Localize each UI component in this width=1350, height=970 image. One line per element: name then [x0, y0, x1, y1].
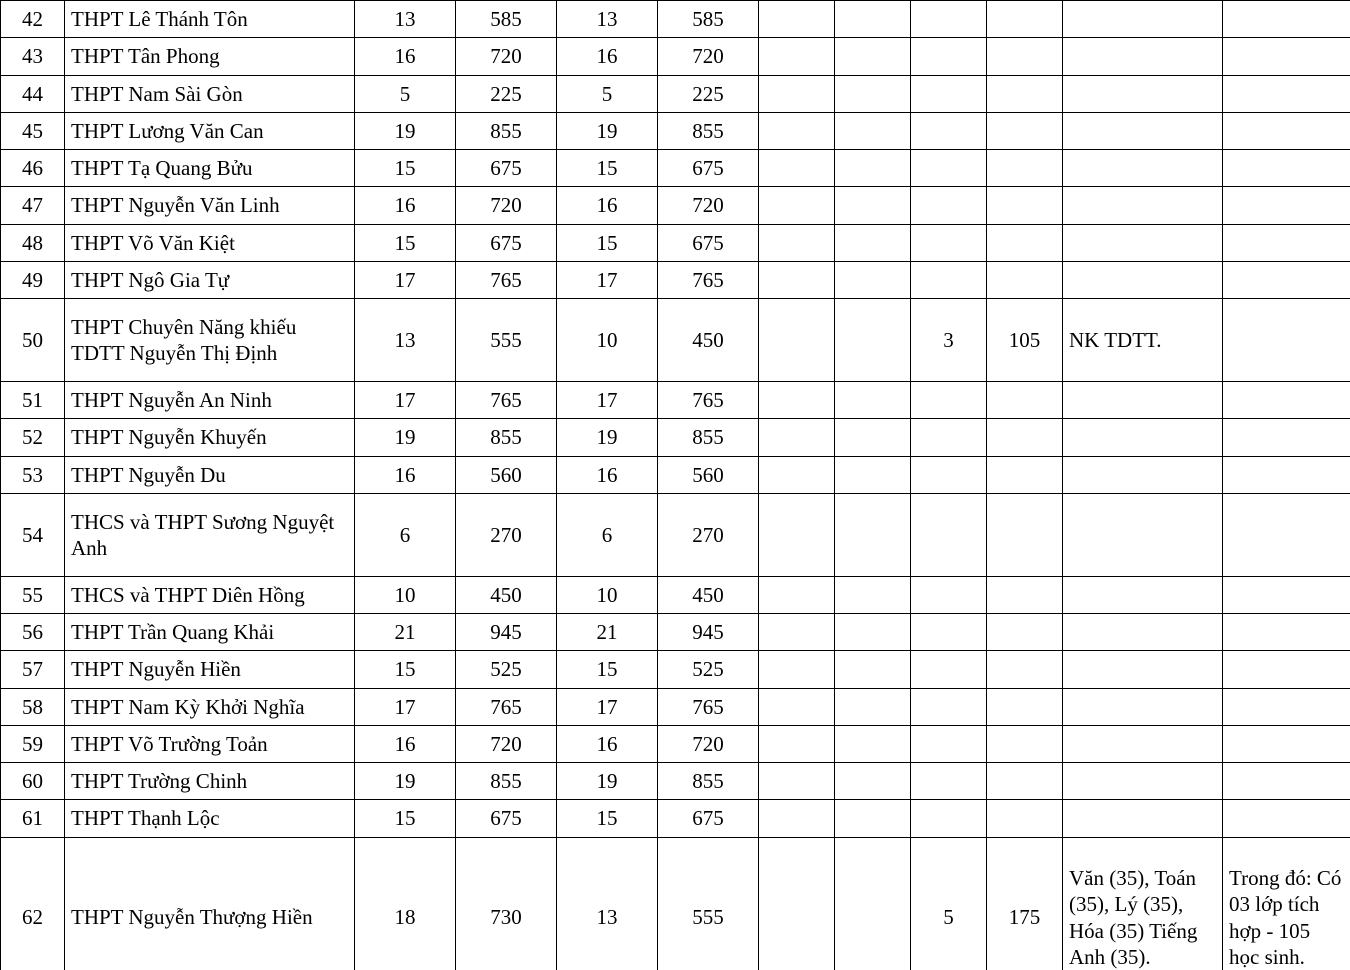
cell-stt: 42	[1, 1, 65, 38]
cell-col8	[835, 150, 911, 187]
cell-quota-regular: 765	[658, 688, 759, 725]
cell-classes-total: 13	[355, 299, 456, 382]
cell-quota-total: 855	[456, 419, 557, 456]
cell-classes-total: 15	[355, 651, 456, 688]
cell-col7	[759, 837, 835, 970]
cell-note-primary	[1063, 261, 1223, 298]
cell-note-secondary	[1223, 725, 1350, 762]
table-body	[1, 1, 1350, 970]
cell-note-secondary	[1223, 800, 1350, 837]
table-row	[1, 38, 1350, 75]
cell-col8	[835, 382, 911, 419]
cell-note-secondary	[1223, 112, 1350, 149]
cell-note-primary	[1063, 800, 1223, 837]
cell-classes-regular: 17	[557, 261, 658, 298]
cell-note-primary	[1063, 493, 1223, 576]
cell-quota-total: 270	[456, 493, 557, 576]
cell-classes-total: 16	[355, 456, 456, 493]
cell-quota-regular: 675	[658, 150, 759, 187]
cell-quota-total: 855	[456, 112, 557, 149]
cell-school-name: THPT Trần Quang Khải	[65, 614, 355, 651]
cell-stt: 61	[1, 800, 65, 837]
cell-classes-total: 17	[355, 688, 456, 725]
cell-school-name: THPT Lê Thánh Tôn	[65, 1, 355, 38]
cell-note-primary	[1063, 456, 1223, 493]
table-row	[1, 187, 1350, 224]
cell-classes-total: 15	[355, 800, 456, 837]
cell-classes-regular: 15	[557, 224, 658, 261]
cell-note-primary	[1063, 224, 1223, 261]
cell-note-secondary	[1223, 456, 1350, 493]
cell-classes-special	[911, 382, 987, 419]
cell-quota-special	[987, 614, 1063, 651]
cell-school-name: THPT Nguyễn Du	[65, 456, 355, 493]
table-row	[1, 150, 1350, 187]
cell-classes-total: 5	[355, 75, 456, 112]
cell-quota-special	[987, 75, 1063, 112]
cell-quota-regular: 225	[658, 75, 759, 112]
cell-quota-special	[987, 419, 1063, 456]
cell-school-name: THPT Tạ Quang Bửu	[65, 150, 355, 187]
cell-note-secondary	[1223, 150, 1350, 187]
cell-stt: 43	[1, 38, 65, 75]
cell-note-primary	[1063, 614, 1223, 651]
cell-col7	[759, 299, 835, 382]
cell-quota-total: 765	[456, 261, 557, 298]
cell-quota-special	[987, 112, 1063, 149]
cell-quota-special	[987, 187, 1063, 224]
cell-school-name: THPT Lương Văn Can	[65, 112, 355, 149]
cell-classes-regular: 17	[557, 688, 658, 725]
cell-col8	[835, 456, 911, 493]
cell-school-name: THPT Võ Trường Toản	[65, 725, 355, 762]
table-row	[1, 1, 1350, 38]
cell-classes-special: 5	[911, 837, 987, 970]
cell-classes-total: 16	[355, 725, 456, 762]
cell-note-primary	[1063, 576, 1223, 613]
cell-note-secondary	[1223, 419, 1350, 456]
cell-classes-special: 3	[911, 299, 987, 382]
cell-quota-regular: 450	[658, 299, 759, 382]
cell-col8	[835, 800, 911, 837]
cell-quota-special	[987, 800, 1063, 837]
cell-col8	[835, 1, 911, 38]
table-row	[1, 725, 1350, 762]
cell-col7	[759, 763, 835, 800]
cell-classes-regular: 6	[557, 493, 658, 576]
cell-note-secondary	[1223, 763, 1350, 800]
cell-classes-special	[911, 75, 987, 112]
table-row	[1, 651, 1350, 688]
cell-stt: 44	[1, 75, 65, 112]
cell-quota-regular: 720	[658, 725, 759, 762]
table-row	[1, 614, 1350, 651]
table-row	[1, 419, 1350, 456]
cell-classes-special	[911, 725, 987, 762]
cell-classes-special	[911, 614, 987, 651]
cell-note-secondary	[1223, 1, 1350, 38]
cell-classes-special	[911, 688, 987, 725]
cell-note-secondary	[1223, 614, 1350, 651]
cell-school-name: THPT Nguyễn Hiền	[65, 651, 355, 688]
cell-note-primary	[1063, 38, 1223, 75]
cell-quota-regular: 675	[658, 224, 759, 261]
cell-note-primary	[1063, 382, 1223, 419]
cell-quota-regular: 270	[658, 493, 759, 576]
cell-note-primary	[1063, 763, 1223, 800]
cell-classes-total: 10	[355, 576, 456, 613]
cell-note-primary	[1063, 419, 1223, 456]
cell-note-secondary	[1223, 493, 1350, 576]
cell-stt: 51	[1, 382, 65, 419]
cell-quota-regular: 720	[658, 187, 759, 224]
cell-quota-total: 225	[456, 75, 557, 112]
cell-col8	[835, 38, 911, 75]
cell-quota-total: 675	[456, 800, 557, 837]
cell-classes-total: 21	[355, 614, 456, 651]
cell-col8	[835, 224, 911, 261]
cell-col8	[835, 651, 911, 688]
cell-classes-special	[911, 38, 987, 75]
table-row	[1, 261, 1350, 298]
cell-note-secondary	[1223, 688, 1350, 725]
cell-note-secondary	[1223, 576, 1350, 613]
cell-school-name: THPT Trường Chinh	[65, 763, 355, 800]
cell-col8	[835, 187, 911, 224]
cell-note-secondary	[1223, 75, 1350, 112]
cell-classes-special	[911, 800, 987, 837]
table-row	[1, 493, 1350, 576]
cell-classes-regular: 13	[557, 1, 658, 38]
cell-quota-special	[987, 456, 1063, 493]
cell-note-primary	[1063, 651, 1223, 688]
cell-classes-total: 15	[355, 150, 456, 187]
cell-quota-total: 730	[456, 837, 557, 970]
cell-classes-regular: 10	[557, 576, 658, 613]
cell-quota-total: 720	[456, 38, 557, 75]
cell-note-primary	[1063, 187, 1223, 224]
cell-classes-regular: 16	[557, 725, 658, 762]
cell-quota-regular: 855	[658, 419, 759, 456]
cell-quota-total: 945	[456, 614, 557, 651]
cell-col7	[759, 261, 835, 298]
cell-quota-regular: 560	[658, 456, 759, 493]
cell-classes-special	[911, 112, 987, 149]
cell-classes-special	[911, 419, 987, 456]
cell-note-secondary	[1223, 38, 1350, 75]
cell-classes-regular: 16	[557, 38, 658, 75]
cell-quota-special	[987, 688, 1063, 725]
cell-col7	[759, 187, 835, 224]
cell-school-name: THCS và THPT Diên Hồng	[65, 576, 355, 613]
cell-classes-regular: 5	[557, 75, 658, 112]
cell-quota-regular: 945	[658, 614, 759, 651]
cell-quota-total: 525	[456, 651, 557, 688]
cell-col8	[835, 763, 911, 800]
cell-col8	[835, 576, 911, 613]
cell-col7	[759, 651, 835, 688]
cell-col7	[759, 112, 835, 149]
cell-quota-total: 450	[456, 576, 557, 613]
cell-note-primary: Văn (35), Toán (35), Lý (35), Hóa (35) Tiếng Anh (35).	[1063, 837, 1223, 970]
cell-school-name: THPT Nam Sài Gòn	[65, 75, 355, 112]
table-row	[1, 576, 1350, 613]
cell-stt: 53	[1, 456, 65, 493]
table-row	[1, 112, 1350, 149]
cell-school-name: THPT Ngô Gia Tự	[65, 261, 355, 298]
cell-classes-special	[911, 763, 987, 800]
cell-col7	[759, 224, 835, 261]
table-row	[1, 224, 1350, 261]
cell-classes-total: 13	[355, 1, 456, 38]
cell-col8	[835, 837, 911, 970]
table-row	[1, 382, 1350, 419]
cell-col7	[759, 493, 835, 576]
cell-quota-special	[987, 493, 1063, 576]
cell-quota-total: 675	[456, 150, 557, 187]
cell-classes-regular: 17	[557, 382, 658, 419]
cell-school-name: THPT Nguyễn Thượng Hiền	[65, 837, 355, 970]
cell-stt: 59	[1, 725, 65, 762]
cell-school-name: THPT Nguyễn Văn Linh	[65, 187, 355, 224]
cell-quota-regular: 720	[658, 38, 759, 75]
cell-classes-regular: 15	[557, 651, 658, 688]
cell-classes-regular: 19	[557, 763, 658, 800]
table-row	[1, 456, 1350, 493]
cell-quota-special	[987, 1, 1063, 38]
cell-quota-regular: 555	[658, 837, 759, 970]
cell-col7	[759, 614, 835, 651]
cell-school-name: THPT Võ Văn Kiệt	[65, 224, 355, 261]
cell-stt: 54	[1, 493, 65, 576]
table-row	[1, 837, 1350, 970]
cell-school-name: THPT Nam Kỳ Khởi Nghĩa	[65, 688, 355, 725]
cell-stt: 55	[1, 576, 65, 613]
cell-classes-total: 17	[355, 261, 456, 298]
cell-classes-regular: 16	[557, 456, 658, 493]
cell-quota-total: 560	[456, 456, 557, 493]
cell-classes-regular: 16	[557, 187, 658, 224]
cell-note-primary	[1063, 150, 1223, 187]
cell-col7	[759, 75, 835, 112]
cell-quota-special	[987, 150, 1063, 187]
cell-classes-total: 19	[355, 763, 456, 800]
table-row	[1, 75, 1350, 112]
cell-classes-special	[911, 261, 987, 298]
cell-col8	[835, 725, 911, 762]
cell-quota-regular: 450	[658, 576, 759, 613]
cell-quota-special: 175	[987, 837, 1063, 970]
cell-classes-regular: 21	[557, 614, 658, 651]
cell-quota-special	[987, 576, 1063, 613]
cell-col8	[835, 419, 911, 456]
cell-classes-special	[911, 224, 987, 261]
cell-school-name: THPT Nguyễn Khuyến	[65, 419, 355, 456]
cell-classes-regular: 15	[557, 150, 658, 187]
cell-classes-special	[911, 651, 987, 688]
cell-col8	[835, 112, 911, 149]
cell-stt: 48	[1, 224, 65, 261]
cell-note-secondary	[1223, 651, 1350, 688]
cell-quota-special: 105	[987, 299, 1063, 382]
cell-quota-special	[987, 224, 1063, 261]
cell-classes-total: 16	[355, 38, 456, 75]
cell-note-primary	[1063, 688, 1223, 725]
cell-classes-special	[911, 493, 987, 576]
cell-classes-special	[911, 576, 987, 613]
cell-col7	[759, 1, 835, 38]
cell-school-name: THCS và THPT Sương Nguyệt Anh	[65, 493, 355, 576]
cell-quota-regular: 765	[658, 382, 759, 419]
cell-classes-total: 19	[355, 112, 456, 149]
cell-quota-regular: 855	[658, 112, 759, 149]
cell-col8	[835, 75, 911, 112]
cell-classes-total: 17	[355, 382, 456, 419]
cell-stt: 58	[1, 688, 65, 725]
cell-quota-special	[987, 38, 1063, 75]
cell-quota-total: 855	[456, 763, 557, 800]
cell-quota-special	[987, 725, 1063, 762]
cell-quota-regular: 675	[658, 800, 759, 837]
cell-note-secondary	[1223, 382, 1350, 419]
cell-stt: 46	[1, 150, 65, 187]
cell-col8	[835, 493, 911, 576]
cell-col8	[835, 688, 911, 725]
cell-col7	[759, 150, 835, 187]
cell-school-name: THPT Tân Phong	[65, 38, 355, 75]
cell-note-secondary	[1223, 299, 1350, 382]
cell-col8	[835, 261, 911, 298]
cell-stt: 62	[1, 837, 65, 970]
cell-stt: 56	[1, 614, 65, 651]
cell-quota-total: 675	[456, 224, 557, 261]
cell-col8	[835, 299, 911, 382]
cell-note-primary	[1063, 112, 1223, 149]
cell-note-primary	[1063, 75, 1223, 112]
cell-stt: 49	[1, 261, 65, 298]
cell-classes-total: 18	[355, 837, 456, 970]
cell-stt: 52	[1, 419, 65, 456]
cell-col7	[759, 456, 835, 493]
cell-quota-regular: 585	[658, 1, 759, 38]
cell-note-primary	[1063, 1, 1223, 38]
cell-quota-regular: 855	[658, 763, 759, 800]
cell-classes-regular: 19	[557, 419, 658, 456]
table-row	[1, 763, 1350, 800]
cell-stt: 60	[1, 763, 65, 800]
cell-classes-total: 19	[355, 419, 456, 456]
cell-quota-total: 765	[456, 382, 557, 419]
cell-stt: 45	[1, 112, 65, 149]
cell-school-name: THPT Thạnh Lộc	[65, 800, 355, 837]
cell-classes-total: 15	[355, 224, 456, 261]
cell-quota-special	[987, 382, 1063, 419]
cell-quota-regular: 525	[658, 651, 759, 688]
cell-col7	[759, 800, 835, 837]
cell-col7	[759, 725, 835, 762]
cell-classes-regular: 10	[557, 299, 658, 382]
cell-note-primary: NK TDTT.	[1063, 299, 1223, 382]
cell-quota-total: 555	[456, 299, 557, 382]
cell-school-name: THPT Nguyễn An Ninh	[65, 382, 355, 419]
cell-col7	[759, 688, 835, 725]
cell-classes-special	[911, 150, 987, 187]
cell-quota-special	[987, 763, 1063, 800]
cell-col7	[759, 419, 835, 456]
cell-col7	[759, 38, 835, 75]
cell-note-secondary: Trong đó: Có 03 lớp tích hợp - 105 học sinh.	[1223, 837, 1350, 970]
cell-classes-special	[911, 456, 987, 493]
cell-school-name: THPT Chuyên Năng khiếu TDTT Nguyễn Thị Định	[65, 299, 355, 382]
cell-classes-special	[911, 187, 987, 224]
cell-classes-special	[911, 1, 987, 38]
cell-col7	[759, 576, 835, 613]
cell-quota-total: 720	[456, 187, 557, 224]
cell-note-secondary	[1223, 261, 1350, 298]
table-row	[1, 299, 1350, 382]
cell-quota-total: 585	[456, 1, 557, 38]
cell-classes-total: 16	[355, 187, 456, 224]
cell-col8	[835, 614, 911, 651]
cell-note-primary	[1063, 725, 1223, 762]
cell-classes-regular: 13	[557, 837, 658, 970]
cell-quota-special	[987, 651, 1063, 688]
cell-stt: 47	[1, 187, 65, 224]
cell-quota-regular: 765	[658, 261, 759, 298]
cell-stt: 57	[1, 651, 65, 688]
table-row	[1, 688, 1350, 725]
cell-quota-total: 765	[456, 688, 557, 725]
cell-quota-total: 720	[456, 725, 557, 762]
cell-quota-special	[987, 261, 1063, 298]
table-row	[1, 800, 1350, 837]
cell-classes-regular: 19	[557, 112, 658, 149]
cell-note-secondary	[1223, 224, 1350, 261]
cell-classes-regular: 15	[557, 800, 658, 837]
cell-stt: 50	[1, 299, 65, 382]
cell-col7	[759, 382, 835, 419]
cell-note-secondary	[1223, 187, 1350, 224]
cell-classes-total: 6	[355, 493, 456, 576]
